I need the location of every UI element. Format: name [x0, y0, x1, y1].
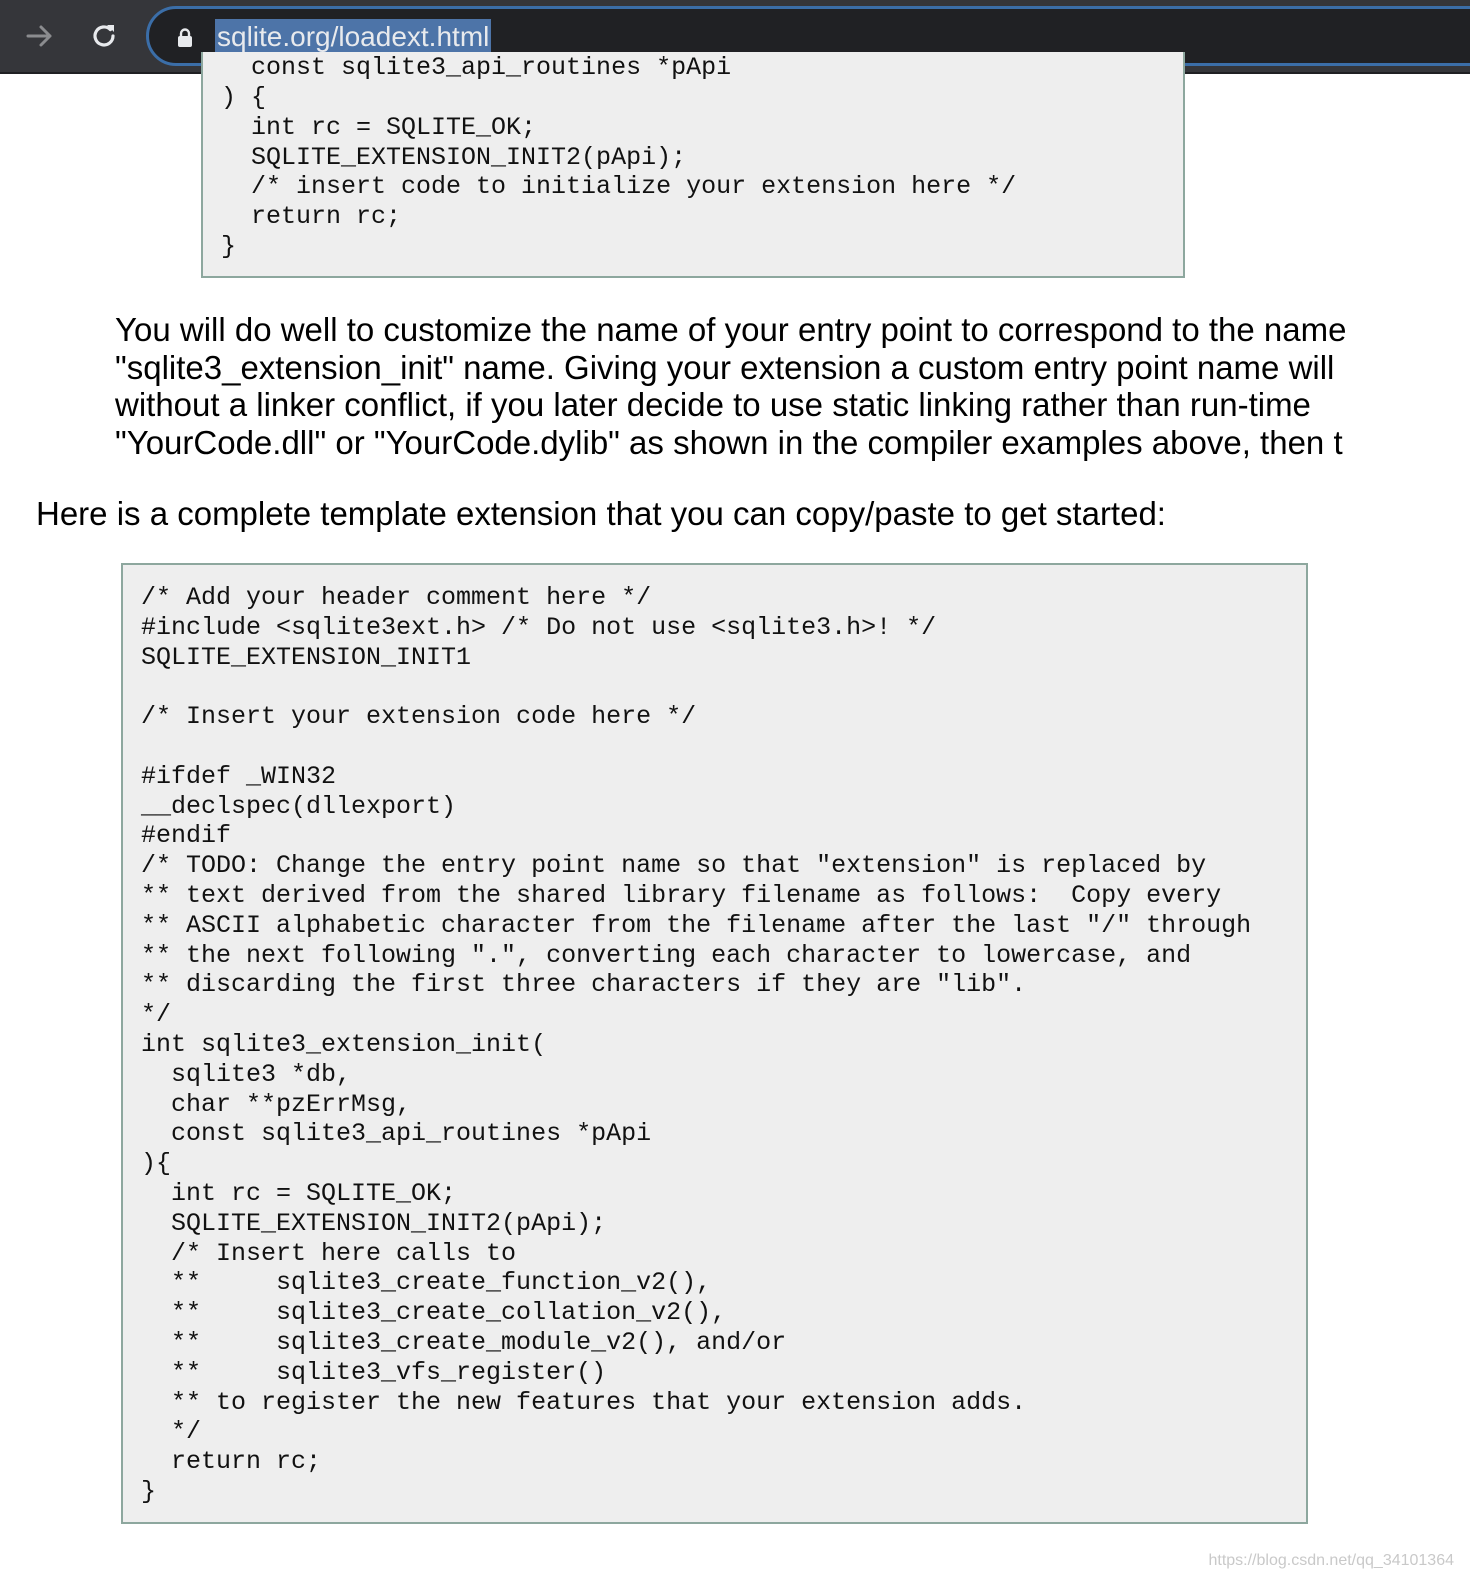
paragraph-line: "YourCode.dll" or "YourCode.dylib" as shown in the compiler examples above, then t: [115, 423, 1343, 461]
paragraph-line: You will do well to customize the name of your entry point to correspond to the name: [115, 311, 1347, 348]
template-code-text: /* Add your header comment here */ #include <sqlite3ext.h> /* Do not use <sqlite3.h>! */ SQLITE_EXTENSION_INIT1 /* Insert your extension code here */ #ifdef _WIN32 __declspec(dllexport) #endif /* TODO: Change the entry point name so that "extension" is replaced by ** text derived from the shared library filename as follows: Copy every ** ASCII alphabetic character from the filename after the last "/" through ** the next following ".", converting each character to lowercase, and ** discarding the first three characters if they are "lib". */ int sqlite3_extension_init( sqlite3 *db, char **pzErrMsg, const sqlite3_api_routines *pApi ){ int rc = SQLITE_OK; SQLITE_EXTENSION_INIT2(pApi); /* Insert here calls to ** sqlite3_create_function_v2(), ** sqlite3_create_collation_v2(), ** sqlite3_create_module_v2(), and/or ** sqlite3_vfs_register() ** to register the new features that your extension adds. */ return rc; }: [141, 583, 1252, 1506]
template-code-block: [121, 563, 1308, 1524]
entry-point-paragraph: [115, 311, 1470, 461]
url-text[interactable]: sqlite.org/loadext.html: [215, 19, 491, 55]
paragraph-line: without a linker conflict, if you later decide to use static linking rather than run-time: [115, 386, 1311, 424]
code-block-partial-text: ) { int rc = SQLITE_OK; SQLITE_EXTENSION_INIT2(pApi); /* insert code to initialize your extension here */ return rc; }: [221, 83, 1017, 261]
lock-icon[interactable]: [177, 28, 193, 48]
template-intro-text: Here is a complete template extension that you can copy/paste to get started:: [36, 495, 1166, 532]
paragraph-line: "sqlite3_extension_init" name. Giving your extension a custom entry point name will: [115, 348, 1335, 386]
forward-button[interactable]: [18, 14, 62, 58]
arrow-right-icon: [24, 20, 56, 52]
code-cut-line: const sqlite3_api_routines *pApi: [221, 53, 732, 82]
watermark: https://blog.csdn.net/qq_34101364: [1208, 1552, 1454, 1569]
reload-button[interactable]: [82, 14, 126, 58]
code-block-partial: [201, 52, 1185, 278]
reload-icon: [88, 20, 120, 52]
